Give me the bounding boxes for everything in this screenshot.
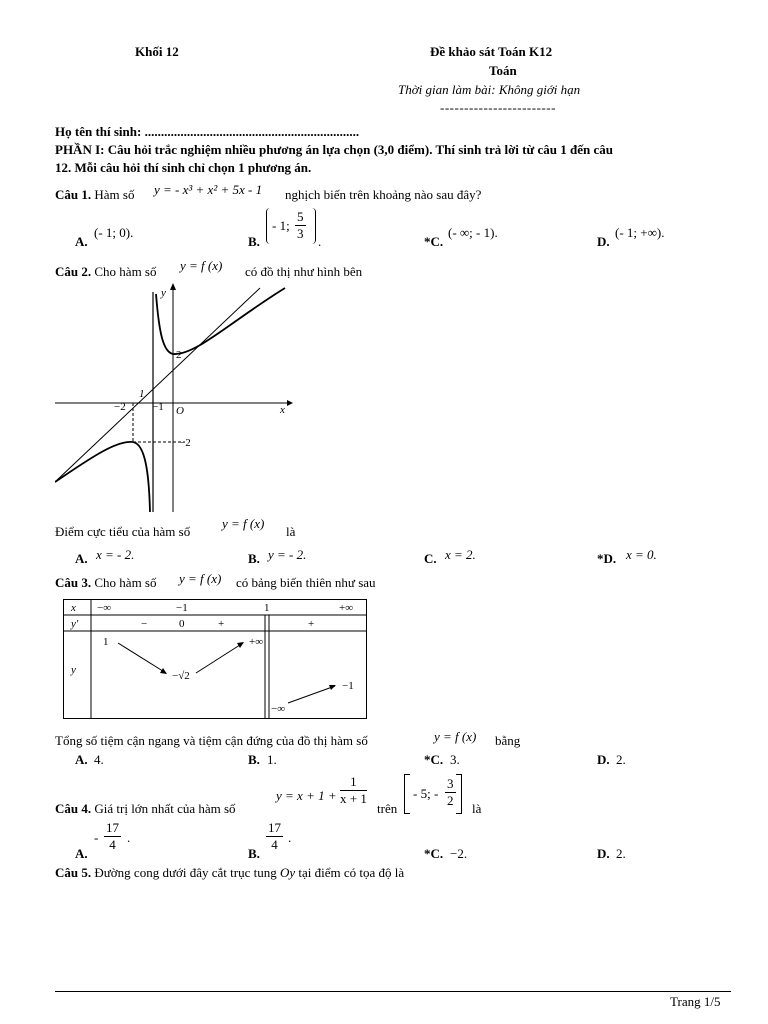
q4-option-a-sign: - <box>94 830 99 845</box>
q3-option-d-label: D. <box>597 752 610 767</box>
q4-formula-num: 1 <box>340 774 367 791</box>
q1-option-b-dot: . <box>318 234 322 249</box>
q2-question-formula: y = f (x) <box>222 516 265 531</box>
q3-option-a-text: 4. <box>94 752 104 767</box>
graph-label-origin: O <box>176 405 184 417</box>
q3-stem <box>55 575 157 591</box>
q4-option-a-label: A. <box>75 846 88 861</box>
q1-option-d-text: (- 1; +∞). <box>615 225 665 240</box>
q1-b-den: 3 <box>297 226 304 241</box>
time-limit: Thời gian làm bài: Không giới hạn <box>398 82 581 97</box>
table-x-neg-inf: −∞ <box>97 602 112 614</box>
arrow-decrease-head <box>160 668 167 674</box>
q3-label: Câu 3. <box>55 575 92 590</box>
graph-label-minus2-x: −2 <box>114 401 126 413</box>
q4-interval-den: 2 <box>447 793 454 808</box>
graph-label-minus1: −1 <box>152 401 164 413</box>
q4-interval <box>404 774 462 812</box>
q4-suffix: là <box>472 801 482 816</box>
q2-option-d-text: x = 0. <box>626 547 657 562</box>
table-border <box>64 600 367 719</box>
graph-label-minus2-y: −2 <box>179 437 191 449</box>
q4-option-b-frac <box>266 820 283 853</box>
table-y-label: y <box>71 664 76 676</box>
q3-option-c-text: 3. <box>450 752 460 767</box>
table-y-end: −1 <box>342 680 354 692</box>
footer-rule <box>55 991 731 992</box>
q3-option-a-label: A. <box>75 752 88 767</box>
table-y-right-top: +∞ <box>249 636 264 648</box>
q5-text-after: tại điểm có tọa độ là <box>295 865 405 880</box>
graph-label-2: 2 <box>176 349 182 361</box>
q3-option-d-text: 2. <box>616 752 626 767</box>
table-y-bottom: −∞ <box>271 703 286 715</box>
q2-option-d-label: *D. <box>597 551 617 566</box>
q4-option-a-tail: . <box>127 830 131 845</box>
table-x-minus1: −1 <box>176 602 188 614</box>
q3-option-b-text: 1. <box>267 752 277 767</box>
graph-label-1: 1 <box>139 388 145 400</box>
q1-option-a-label: A. <box>75 234 88 249</box>
table-x-1: 1 <box>264 602 270 614</box>
part1-text-1: Câu hỏi trắc nghiệm nhiều phương án lựa chọn (3,0 điểm). Thí sinh trả lời từ câu 1 đến câu <box>104 142 613 157</box>
q5-label: Câu 5. <box>55 865 92 880</box>
q4-option-c-text: −2. <box>450 846 468 861</box>
q2-formula: y = f (x) <box>180 258 223 273</box>
arrow-increase-1 <box>196 643 243 673</box>
q1-option-d-label: D. <box>597 234 610 249</box>
q2-question-suffix: là <box>286 524 296 539</box>
q3-prefix: Cho hàm số <box>91 575 157 590</box>
q1-option-b-lead: - 1; <box>272 218 290 233</box>
table-sign-2: + <box>218 618 225 630</box>
q2-option-b-label: B. <box>248 551 260 566</box>
q4-tren: trên <box>377 801 398 816</box>
q4-formula-den: x + 1 <box>340 791 367 806</box>
q3-question-suffix: bằng <box>495 733 521 748</box>
table-sign-1: − <box>141 618 148 630</box>
q4-label: Câu 4. <box>55 801 92 816</box>
part1-intro <box>55 142 735 158</box>
q4-interval-left-bracket <box>404 774 410 814</box>
q4-formula-lead: y = x + 1 + <box>276 788 337 803</box>
arrow-increase-2-head <box>329 685 336 690</box>
q1-stem <box>55 187 134 203</box>
student-name-label: Họ tên thí sinh: .................................................................. <box>55 124 360 139</box>
q2-option-c-text: x = 2. <box>445 547 476 562</box>
q4-interval-num: 3 <box>447 776 454 791</box>
arrow-increase-1-head <box>237 642 244 648</box>
table-sign-3: + <box>308 618 315 630</box>
q5-stem <box>55 865 404 881</box>
q4-option-b-tail: . <box>288 830 292 845</box>
q4-b-den: 4 <box>271 837 278 852</box>
q3-option-c-label: *C. <box>424 752 444 767</box>
q3-question-formula: y = f (x) <box>434 729 477 744</box>
q1-option-b-label: B. <box>248 234 260 249</box>
subject-label: Toán <box>489 63 517 78</box>
table-sign-zero: 0 <box>179 618 185 630</box>
q4-b-num: 17 <box>268 820 281 835</box>
q3-option-b-label: B. <box>248 752 260 767</box>
graph-right-branch <box>156 288 285 354</box>
q4-option-a-frac <box>104 820 121 853</box>
graph-label-x: x <box>280 404 285 416</box>
q2-prefix: Cho hàm số <box>91 264 157 279</box>
graph-label-y: y <box>161 287 166 299</box>
q2-question: Điểm cực tiểu của hàm số <box>55 524 191 539</box>
table-yp-label: y′ <box>71 618 79 630</box>
exam-title: Đề khảo sát Toán K12 <box>430 44 553 59</box>
q1-option-b-paren <box>266 208 316 244</box>
q4-interval-right-bracket <box>456 774 462 814</box>
q1-option-c-text: (- ∞; - 1). <box>448 225 498 240</box>
q4-stem <box>55 801 236 817</box>
q2-stem <box>55 264 157 280</box>
x-axis-arrow <box>287 400 293 406</box>
q4-formula-frac <box>340 774 367 807</box>
q1-option-a-text: (- 1; 0). <box>94 225 134 240</box>
graph-left-branch <box>55 442 150 512</box>
q4-interval-lead: - 5; - <box>413 786 439 801</box>
part1-heading: PHẦN I: <box>55 142 105 157</box>
q4-prefix: Giá trị lớn nhất của hàm số <box>91 801 236 816</box>
arrow-decrease <box>118 643 166 673</box>
q2-suffix: có đồ thị như hình bên <box>245 264 363 279</box>
q1-option-b-frac <box>295 209 306 242</box>
q2-label: Câu 2. <box>55 264 92 279</box>
q1-prefix: Hàm số <box>91 187 135 202</box>
q2-function-graph <box>55 282 295 512</box>
table-x-label: x <box>71 602 76 614</box>
q5-text-before: Đường cong dưới đây cắt trục tung <box>91 865 280 880</box>
q4-option-d-text: 2. <box>616 846 626 861</box>
arrow-increase-2 <box>288 686 335 703</box>
table-y-min: −√2 <box>172 670 190 682</box>
grade-label: Khối 12 <box>135 44 179 59</box>
table-y-left-top: 1 <box>103 636 109 648</box>
q3-question: Tổng số tiệm cận ngang và tiệm cận đứng của đồ thị hàm số <box>55 733 368 748</box>
y-axis-arrow <box>170 283 176 290</box>
q3-formula: y = f (x) <box>179 571 222 586</box>
q4-option-b-label: B. <box>248 846 260 861</box>
q3-variation-table <box>63 599 368 720</box>
q4-interval-frac <box>445 776 456 809</box>
table-x-pos-inf: +∞ <box>339 602 354 614</box>
q4-a-num: 17 <box>106 820 119 835</box>
q2-option-c-label: C. <box>424 551 437 566</box>
q2-option-a-label: A. <box>75 551 88 566</box>
q1-label: Câu 1. <box>55 187 92 202</box>
q1-option-c-label: *C. <box>424 234 444 249</box>
q2-option-b-text: y = - 2. <box>268 547 307 562</box>
q1-b-num: 5 <box>297 209 304 224</box>
part1-text-2: 12. Mỗi câu hỏi thí sinh chỉ chọn 1 phương án. <box>55 160 312 175</box>
q4-option-c-label: *C. <box>424 846 444 861</box>
q3-suffix: có bảng biến thiên như sau <box>236 575 376 590</box>
header-separator: ------------------------ <box>440 100 556 115</box>
q1-suffix: nghịch biến trên khoảng nào sau đây? <box>285 187 482 202</box>
q4-a-den: 4 <box>109 837 116 852</box>
q5-oy: Oy <box>279 865 296 880</box>
q1-formula: y = - x³ + x² + 5x - 1 <box>154 182 263 197</box>
page-number: Trang 1/5 <box>670 994 721 1009</box>
q4-option-d-label: D. <box>597 846 610 861</box>
q2-option-a-text: x = - 2. <box>96 547 135 562</box>
